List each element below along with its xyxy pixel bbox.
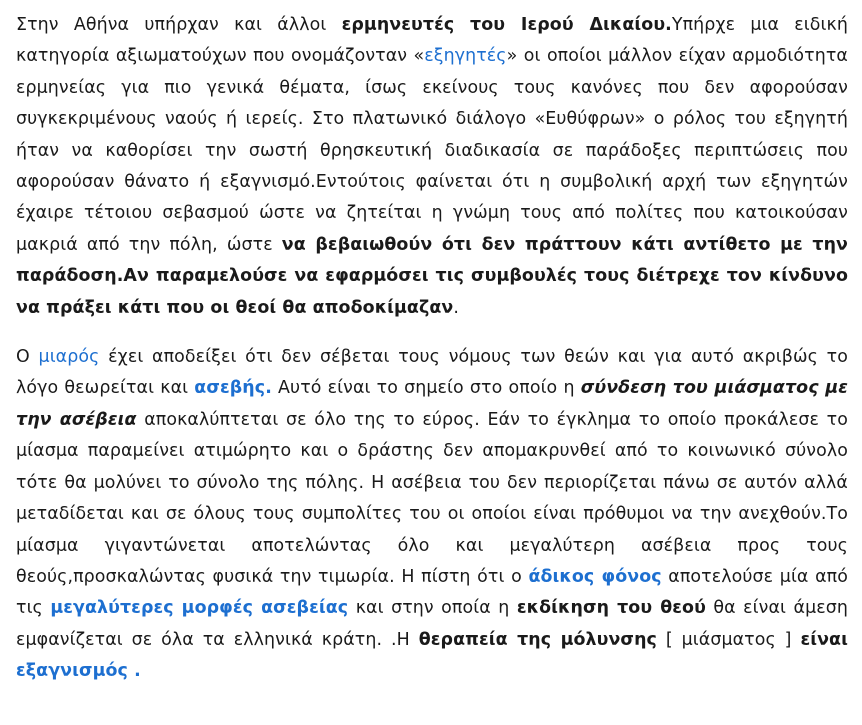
- text-run: » οι οποίοι μάλλον είχαν αρμοδιότητα ερμηνείας για πιο γενικά θέματα, ίσως εκείνους τους κανόνες που δεν αφορούσαν συγκεκριμένους ναούς ή ιερείς. Στο πλατωνικό διάλογο «Ευθύφρων» ο ρόλος του εξηγητή ήταν να καθορίσει την σωστή θρησκευτική διαδικασία σε παράδοξες περιπτώσεις που αφορούσαν θάνατο ή εξαγνισμό.Εντούτοις φαίνεται ότι η συμβολική αρχή των εξηγητών έχαιρε τέτοιου σεβασμού ώστε να ζητείται η γνώμη τους από πολίτες που κατοικούσαν μακριά από την πόλη, ώστε: [16, 46, 848, 255]
- text-run: να βεβαιωθούν ότι δεν πράττουν κάτι αντίθετο με την παράδοση.Αν παραμελούσε να εφαρμόσει τις συμβουλές τους διέτρεχε τον κίνδυνο να πράξει κάτι που οι θεοί θα αποδοκίμαζαν: [16, 234, 849, 318]
- text-run: [ μιάσματος ]: [656, 629, 801, 650]
- paragraph-1: [16, 10, 848, 324]
- text-run: και στην οποία η: [348, 598, 517, 619]
- text-run: Ο: [16, 347, 39, 368]
- text-run: ερμηνευτές του Ιερού Δικαίου.: [341, 15, 672, 35]
- text-run: έχει αποδείξει ότι δεν σέβεται τους νόμους των θεών και για αυτό ακριβώς το λόγο θεωρείται και: [16, 347, 848, 399]
- text-run: σύνδεση του μιάσματος με την ασέβεια: [16, 378, 848, 430]
- inline-link[interactable]: μιαρός: [38, 347, 100, 368]
- text-run: αποκαλύπτεται σε όλο της το εύρος. Εάν το έγκλημα το οποίο προκάλεσε το μίασμα παραμείνει ατιμώρητο και ο δράστης δεν απομακρυνθεί από το κοινωνικό σύνολο τότε θα μολύνει το σύνολο της πόλης. Η ασέβεια του δεν περιορίζεται πάνω σε αυτόν αλλά μεταδίδεται και σε όλους τους συμπολίτες του οι οποίοι είναι πρόθυμοι να την ανεχθούν.Το μίασμα γιγαντώνεται αποτελώντας όλο και μεγαλύτερη ασέβεια προς τους θεούς,προσκαλώντας φυσικά την τιμωρία. Η πίστη ότι ο: [16, 409, 848, 587]
- inline-link[interactable]: ασεβής.: [194, 378, 272, 399]
- paragraph-2: [16, 342, 848, 687]
- text-run: αποτελούσε μία από τις: [16, 566, 848, 619]
- text-run: Υπήρχε μια ειδική κατηγορία αξιωματούχων που ονομάζονταν «: [16, 15, 848, 67]
- inline-link[interactable]: μεγαλύτερες μορφές ασεβείας: [50, 598, 349, 619]
- inline-link[interactable]: εξαγνισμός .: [16, 661, 141, 682]
- text-run: θα είναι άμεση εμφανίζεται σε όλα τα ελληνικά κράτη. .Η: [16, 598, 848, 650]
- text-run: .: [453, 297, 459, 318]
- text-run: Στην Αθήνα υπήρχαν και άλλοι: [16, 15, 342, 35]
- inline-link[interactable]: άδικος φόνος: [528, 566, 662, 587]
- text-run: είναι: [800, 629, 848, 650]
- text-run: Αυτό είναι το σημείο στο οποίο η: [271, 378, 581, 399]
- inline-link[interactable]: εξηγητές: [424, 46, 507, 67]
- text-run: εκδίκηση του θεού: [516, 598, 706, 619]
- text-run: θεραπεία της μόλυνσης: [418, 629, 657, 650]
